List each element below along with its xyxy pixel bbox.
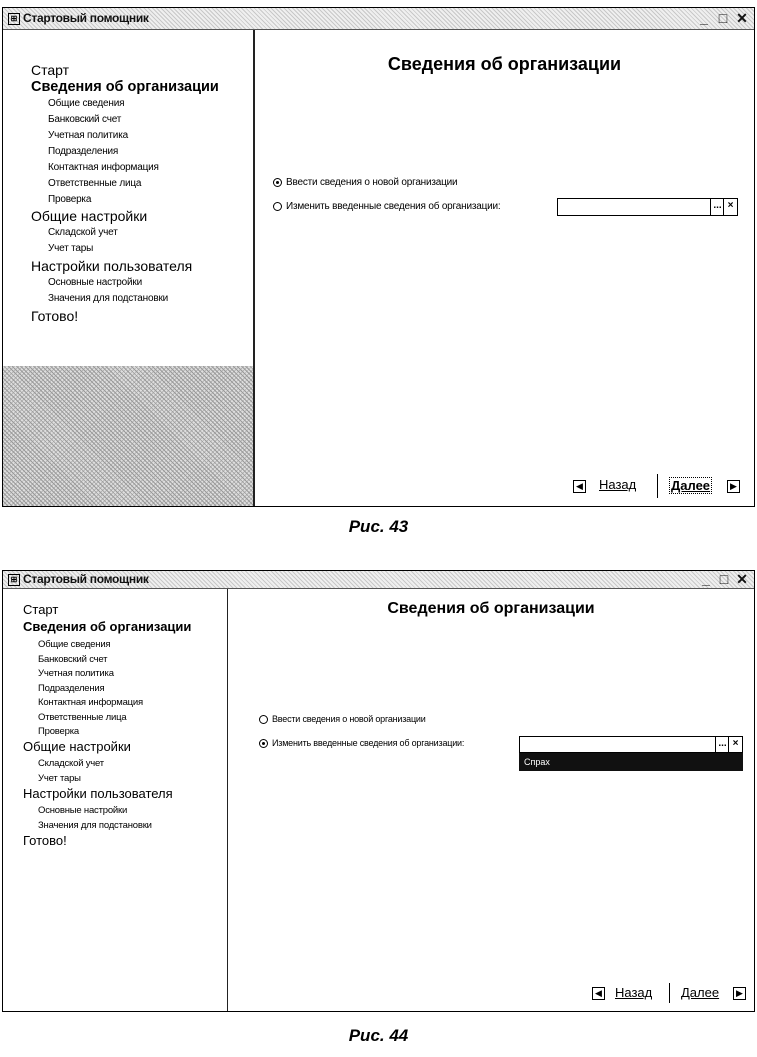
back-arrow-icon[interactable]: ◀ bbox=[592, 987, 605, 1000]
close-icon[interactable]: ✕ bbox=[736, 571, 748, 587]
maximize-icon[interactable]: □ bbox=[719, 571, 729, 587]
title-bar[interactable] bbox=[3, 8, 754, 30]
title-bar[interactable] bbox=[3, 571, 754, 589]
substep-accounting-policy[interactable]: Учетная политика bbox=[38, 668, 114, 679]
radio-edit-org[interactable] bbox=[259, 738, 464, 748]
app-icon: ⊞ bbox=[8, 13, 20, 25]
back-link[interactable]: Назад bbox=[599, 477, 637, 492]
radio-edit-org-indicator[interactable] bbox=[273, 202, 282, 211]
substep-bank-account[interactable]: Банковский счет bbox=[38, 654, 108, 665]
clear-button[interactable]: × bbox=[723, 199, 737, 215]
step-user-settings[interactable]: Настройки пользователя bbox=[23, 786, 173, 801]
wizard-window-fig44 bbox=[2, 570, 755, 1012]
content-panel bbox=[228, 589, 754, 1011]
minimize-icon[interactable]: _ bbox=[700, 10, 708, 26]
next-arrow-icon[interactable]: ▶ bbox=[727, 480, 740, 493]
select-button[interactable]: ... bbox=[710, 199, 724, 215]
radio-new-org[interactable] bbox=[273, 177, 457, 188]
step-org-info[interactable]: Сведения об организации bbox=[23, 619, 192, 634]
substep-responsible-persons[interactable]: Ответственные лица bbox=[38, 712, 127, 723]
radio-new-org-label: Ввести сведения о новой организации bbox=[272, 714, 426, 724]
minimize-icon[interactable]: _ bbox=[702, 571, 710, 587]
step-org-info[interactable]: Сведения об организации bbox=[31, 79, 219, 95]
substep-bank-account[interactable]: Банковский счет bbox=[48, 114, 122, 125]
substep-divisions[interactable]: Подразделения bbox=[38, 683, 105, 694]
radio-edit-org[interactable] bbox=[273, 201, 500, 212]
substep-check[interactable]: Проверка bbox=[48, 194, 92, 205]
substep-default-values[interactable]: Значения для подстановки bbox=[38, 820, 152, 831]
step-done[interactable]: Готово! bbox=[23, 833, 67, 848]
step-start[interactable]: Старт bbox=[23, 602, 59, 617]
substep-contact-info[interactable]: Контактная информация bbox=[48, 162, 159, 173]
page-title: Сведения об организации bbox=[387, 600, 595, 617]
step-done[interactable]: Готово! bbox=[31, 308, 79, 324]
substep-divisions[interactable]: Подразделения bbox=[48, 146, 119, 157]
step-general-settings[interactable]: Общие настройки bbox=[23, 739, 131, 754]
substep-general-info[interactable]: Общие сведения bbox=[48, 98, 125, 109]
substep-containers[interactable]: Учет тары bbox=[38, 773, 81, 784]
organization-field[interactable] bbox=[519, 736, 743, 753]
step-user-settings[interactable]: Настройки пользователя bbox=[31, 258, 193, 274]
next-arrow-icon[interactable]: ▶ bbox=[733, 987, 746, 1000]
figure-caption-43: Рис. 43 bbox=[348, 517, 409, 536]
substep-containers[interactable]: Учет тары bbox=[48, 243, 94, 254]
radio-edit-org-indicator[interactable] bbox=[259, 739, 268, 748]
step-general-settings[interactable]: Общие настройки bbox=[31, 208, 148, 224]
substep-responsible-persons[interactable]: Ответственные лица bbox=[48, 178, 142, 189]
substep-default-values[interactable]: Значения для подстановки bbox=[48, 293, 169, 304]
substep-warehouse[interactable]: Складской учет bbox=[48, 227, 118, 238]
dropdown-option[interactable]: Спрах bbox=[519, 753, 743, 771]
radio-new-org-indicator[interactable] bbox=[259, 715, 268, 724]
clear-button[interactable]: × bbox=[728, 737, 742, 752]
steps-panel bbox=[3, 30, 255, 506]
substep-basic-settings[interactable]: Основные настройки bbox=[48, 277, 142, 288]
substep-check[interactable]: Проверка bbox=[38, 726, 79, 737]
nav-divider bbox=[657, 474, 658, 498]
window-title: Стартовый помощник bbox=[23, 572, 149, 586]
substep-basic-settings[interactable]: Основные настройки bbox=[38, 805, 128, 816]
radio-edit-org-label: Изменить введенные сведения об организации: bbox=[286, 201, 501, 212]
next-link[interactable]: Далее bbox=[681, 985, 720, 1000]
radio-edit-org-label: Изменить введенные сведения об организации: bbox=[272, 738, 465, 748]
select-button[interactable]: ... bbox=[715, 737, 729, 752]
substep-warehouse[interactable]: Складской учет bbox=[38, 758, 104, 769]
back-arrow-icon[interactable]: ◀ bbox=[573, 480, 586, 493]
substep-general-info[interactable]: Общие сведения bbox=[38, 639, 111, 650]
step-start[interactable]: Старт bbox=[31, 62, 70, 78]
substep-accounting-policy[interactable]: Учетная политика bbox=[48, 130, 128, 141]
steps-panel bbox=[3, 589, 228, 1011]
window-title: Стартовый помощник bbox=[23, 11, 149, 25]
page-title: Сведения об организации bbox=[387, 54, 622, 74]
next-link[interactable]: Далее bbox=[671, 478, 711, 493]
close-icon[interactable]: ✕ bbox=[736, 10, 748, 26]
radio-new-org-indicator[interactable] bbox=[273, 178, 282, 187]
maximize-icon[interactable]: □ bbox=[718, 10, 728, 26]
radio-new-org-label: Ввести сведения о новой организации bbox=[286, 177, 458, 188]
decorative-pattern bbox=[3, 366, 253, 506]
back-link[interactable]: Назад bbox=[615, 985, 653, 1000]
app-icon: ⊞ bbox=[8, 574, 20, 586]
nav-divider bbox=[669, 983, 670, 1003]
radio-new-org[interactable] bbox=[259, 714, 426, 724]
organization-field[interactable] bbox=[557, 198, 738, 216]
content-panel bbox=[255, 30, 754, 506]
substep-contact-info[interactable]: Контактная информация bbox=[38, 697, 143, 708]
figure-caption-44: Рис. 44 bbox=[348, 1026, 409, 1045]
wizard-window-fig43 bbox=[2, 7, 755, 507]
